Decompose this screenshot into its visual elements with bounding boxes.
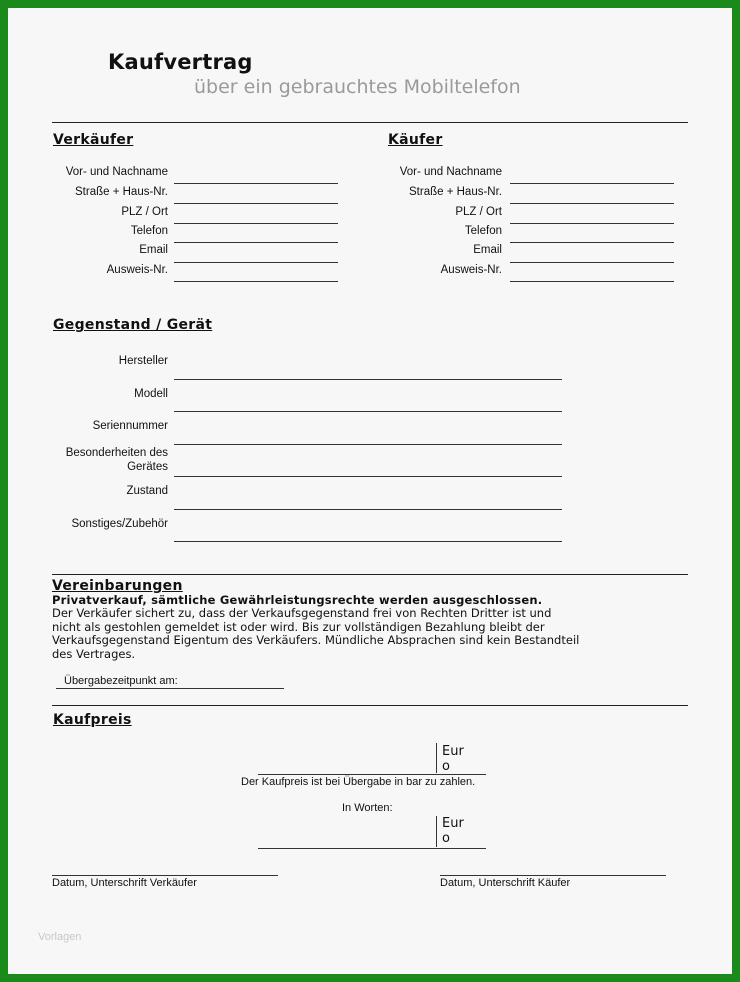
accessories-label: Sonstiges/Zubehör <box>71 518 168 530</box>
seller-phone-label: Telefon <box>130 225 168 237</box>
cash-payment-note: Der Kaufpreis ist bei Übergabe in bar zu zahlen. <box>241 776 476 788</box>
manufacturer-field[interactable] <box>174 379 562 380</box>
seller-email-label: Email <box>139 244 168 256</box>
seller-city-label: PLZ / Ort <box>121 206 168 218</box>
price-separator <box>436 743 437 773</box>
buyer-street-label: Straße + Haus-Nr. <box>409 186 502 198</box>
agreements-line: Der Verkäufer sichert zu, dass der Verkaufsgegenstand frei von Rechten Dritter ist und <box>52 606 552 620</box>
words-separator <box>436 816 437 847</box>
agreements-line: Verkaufsgegenstand Eigentum des Verkäufers. Mündliche Absprachen sind kein Bestandteil <box>52 633 580 647</box>
contract-page <box>8 8 732 974</box>
buyer-email-label: Email <box>473 244 502 256</box>
in-words-label: In Worten: <box>342 802 393 814</box>
model-field[interactable] <box>174 411 562 412</box>
handover-date-field[interactable] <box>56 688 284 689</box>
buyer-name-field[interactable] <box>510 183 674 184</box>
price-amount-field[interactable] <box>258 774 486 775</box>
buyer-city-field[interactable] <box>510 223 674 224</box>
buyer-signature-line[interactable] <box>440 875 666 876</box>
buyer-city-label: PLZ / Ort <box>455 206 502 218</box>
document-subtitle: über ein gebrauchtes Mobiltelefon <box>194 76 521 98</box>
seller-street-field[interactable] <box>174 203 338 204</box>
model-label: Modell <box>134 388 168 400</box>
currency-label-words <box>442 816 464 846</box>
seller-phone-field[interactable] <box>174 242 338 243</box>
accessories-field[interactable] <box>174 541 562 542</box>
divider-top <box>52 122 688 123</box>
buyer-street-field[interactable] <box>510 203 674 204</box>
currency-label <box>442 744 464 774</box>
special-features-label: Besonderheiten des Gerätes <box>65 447 168 473</box>
condition-field[interactable] <box>174 509 562 510</box>
currency-label-line: Eur <box>442 744 464 759</box>
manufacturer-label: Hersteller <box>118 355 168 367</box>
seller-email-field[interactable] <box>174 262 338 263</box>
buyer-id-field[interactable] <box>510 281 674 282</box>
seller-heading: Verkäufer <box>53 132 134 148</box>
currency-label-line: o <box>442 759 450 774</box>
serial-number-field[interactable] <box>174 444 562 445</box>
currency-label-line: Eur <box>442 816 464 831</box>
agreements-body <box>52 607 652 661</box>
document-title: Kaufvertrag <box>108 50 253 74</box>
buyer-id-label: Ausweis-Nr. <box>440 264 502 276</box>
seller-name-label: Vor- und Nachname <box>65 166 168 178</box>
seller-signature-line[interactable] <box>52 875 278 876</box>
buyer-phone-label: Telefon <box>464 225 502 237</box>
warranty-exclusion-text: Privatverkauf, sämtliche Gewährleistungsrechte werden ausgeschlossen. <box>52 593 543 607</box>
agreements-heading: Vereinbarungen <box>52 578 183 594</box>
seller-street-label: Straße + Haus-Nr. <box>75 186 168 198</box>
buyer-signature-label: Datum, Unterschrift Käufer <box>440 877 571 889</box>
seller-id-field[interactable] <box>174 281 338 282</box>
special-features-field[interactable] <box>174 476 562 477</box>
currency-label-line: o <box>442 831 450 846</box>
agreements-line: nicht als gestohlen gemeldet ist oder wird. Bis zur vollständigen Bezahlung bleibt der <box>52 619 545 634</box>
item-heading: Gegenstand / Gerät <box>53 317 213 333</box>
buyer-name-label: Vor- und Nachname <box>399 166 502 178</box>
buyer-email-field[interactable] <box>510 262 674 263</box>
price-in-words-field[interactable] <box>258 848 486 849</box>
seller-city-field[interactable] <box>174 223 338 224</box>
divider-agreements <box>52 574 688 575</box>
seller-id-label: Ausweis-Nr. <box>106 264 168 276</box>
handover-label: Übergabezeitpunkt am: <box>64 675 178 687</box>
seller-name-field[interactable] <box>174 183 338 184</box>
seller-signature-label: Datum, Unterschrift Verkäufer <box>52 877 197 889</box>
serial-number-label: Seriennummer <box>92 420 168 432</box>
agreements-line: des Vertrages. <box>52 646 136 661</box>
buyer-heading: Käufer <box>388 132 443 148</box>
price-heading: Kaufpreis <box>53 712 132 728</box>
divider-price <box>52 705 688 706</box>
watermark: Vorlagen <box>38 931 82 943</box>
condition-label: Zustand <box>126 485 168 497</box>
buyer-phone-field[interactable] <box>510 242 674 243</box>
